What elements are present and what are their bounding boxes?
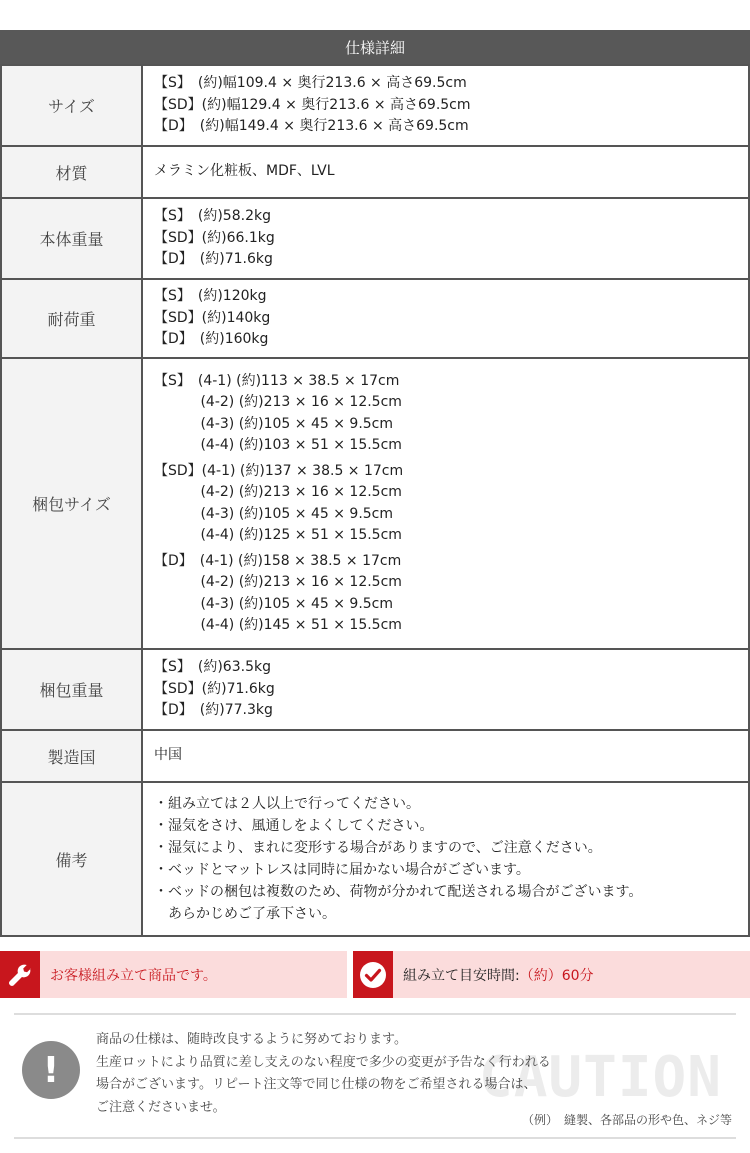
- row-body-weight: [1, 198, 749, 279]
- row-value: [142, 198, 749, 279]
- note-line: ・組み立ては２人以上で行ってください。: [154, 796, 420, 812]
- row-load-capacity: [1, 279, 749, 358]
- row-value: [142, 146, 749, 198]
- caution-text: [96, 1029, 551, 1119]
- row-label: 備考: [1, 782, 142, 936]
- package-group-sd: [154, 461, 748, 547]
- assembly-notice-text: お客様組み立て商品です。: [50, 967, 217, 984]
- row-value: [142, 358, 749, 649]
- value-line: 【SD】(約)71.6kg: [154, 680, 275, 697]
- package-group-s: [154, 371, 748, 457]
- value-line: (4-3) (約)105 × 45 × 9.5cm: [154, 595, 394, 612]
- spec-header: [0, 30, 750, 64]
- caution-line: 場合がございます。リピート注文等で同じ仕様の物をご希望される場合は、: [96, 1077, 537, 1092]
- assembly-time-text: [393, 965, 594, 985]
- row-package-weight: [1, 649, 749, 730]
- value-line: 【D】 (約)160kg: [154, 331, 269, 348]
- row-size: [1, 65, 749, 146]
- value-line: 【S】 (約)120kg: [154, 288, 267, 305]
- row-label: サイズ: [1, 65, 142, 146]
- value-line: 【SD】(4-1) (約)137 × 38.5 × 17cm: [154, 462, 404, 479]
- value-line: メラミン化粧板、MDF、LVL: [154, 163, 335, 180]
- row-value: [142, 65, 749, 146]
- row-notes: [1, 782, 749, 936]
- exclamation-icon: !: [22, 1041, 80, 1099]
- value-line: (4-2) (約)213 × 16 × 12.5cm: [154, 574, 402, 590]
- value-line: (4-3) (約)105 × 45 × 9.5cm: [154, 415, 394, 432]
- package-group-d: [154, 551, 748, 637]
- caution-line: 商品の仕様は、随時改良するように努めております。: [96, 1032, 407, 1047]
- value-line: 【D】 (約)77.3kg: [154, 702, 273, 719]
- assembly-time: [353, 951, 750, 998]
- row-material: [1, 146, 749, 198]
- note-line: ・ベッドとマットレスは同時に届かない場合がございます。: [154, 862, 530, 878]
- value-line: 【D】 (約)幅149.4 × 奥行213.6 × 高さ69.5cm: [154, 118, 469, 135]
- row-label: 梱包重量: [1, 649, 142, 730]
- row-value: [142, 649, 749, 730]
- row-label: 製造国: [1, 730, 142, 782]
- value-line: 【SD】(約)幅129.4 × 奥行213.6 × 高さ69.5cm: [154, 96, 471, 113]
- caution-watermark: CAUTION: [478, 1045, 722, 1110]
- wrench-icon: [0, 951, 40, 998]
- note-line: ・湿気により、まれに変形する場合がありますので、ご注意ください。: [154, 840, 602, 856]
- value-line: (4-3) (約)105 × 45 × 9.5cm: [154, 505, 394, 522]
- row-label: 耐荷重: [1, 279, 142, 358]
- row-label: 材質: [1, 146, 142, 198]
- value-line: (4-2) (約)213 × 16 × 12.5cm: [154, 484, 402, 500]
- assembly-time-value: （約）60分: [519, 967, 594, 984]
- caution-line: 生産ロットにより品質に差し支えのない程度で多少の変更が予告なく行われる: [96, 1054, 551, 1070]
- row-country: [1, 730, 749, 782]
- row-package-size: [1, 358, 749, 649]
- assembly-notice: [0, 951, 347, 998]
- note-line: あらかじめご了承下さい。: [154, 906, 336, 922]
- value-line: (4-4) (約)103 × 51 × 15.5cm: [154, 437, 402, 453]
- assembly-time-label: 組み立て目安時間:: [403, 967, 520, 984]
- value-line: 【S】 (約)幅109.4 × 奥行213.6 × 高さ69.5cm: [154, 75, 467, 92]
- row-value: [142, 782, 749, 936]
- spec-table: [0, 64, 750, 937]
- note-line: ・湿気をさけ、風通しをよくしてください。: [154, 818, 434, 834]
- value-line: 【D】 (4-1) (約)158 × 38.5 × 17cm: [154, 552, 402, 569]
- value-line: 【S】 (4-1) (約)113 × 38.5 × 17cm: [154, 372, 400, 389]
- note-line: ・ベッドの梱包は複数のため、荷物が分かれて配送される場合がございます。: [154, 884, 643, 900]
- value-line: 【SD】(約)66.1kg: [154, 229, 275, 246]
- value-line: 【S】 (約)58.2kg: [154, 208, 271, 225]
- value-line: 【S】 (約)63.5kg: [154, 659, 271, 676]
- row-value: [142, 279, 749, 358]
- value-line: (4-4) (約)145 × 51 × 15.5cm: [154, 617, 402, 633]
- spec-title: 仕様詳細: [344, 38, 405, 57]
- clock-check-icon: [353, 951, 393, 998]
- caution-box: [14, 1013, 736, 1139]
- value-line: (4-2) (約)213 × 16 × 12.5cm: [154, 394, 402, 410]
- caution-line: ご注意くださいませ。: [96, 1099, 226, 1115]
- row-value: [142, 730, 749, 782]
- value-line: 【SD】(約)140kg: [154, 309, 271, 326]
- value-line: 【D】 (約)71.6kg: [154, 251, 273, 268]
- value-line: 中国: [154, 747, 182, 764]
- row-label: 梱包サイズ: [1, 358, 142, 649]
- value-line: (4-4) (約)125 × 51 × 15.5cm: [154, 527, 402, 543]
- row-label: 本体重量: [1, 198, 142, 279]
- caution-example: （例） 縫製、各部品の形や色、ネジ等: [521, 1113, 732, 1127]
